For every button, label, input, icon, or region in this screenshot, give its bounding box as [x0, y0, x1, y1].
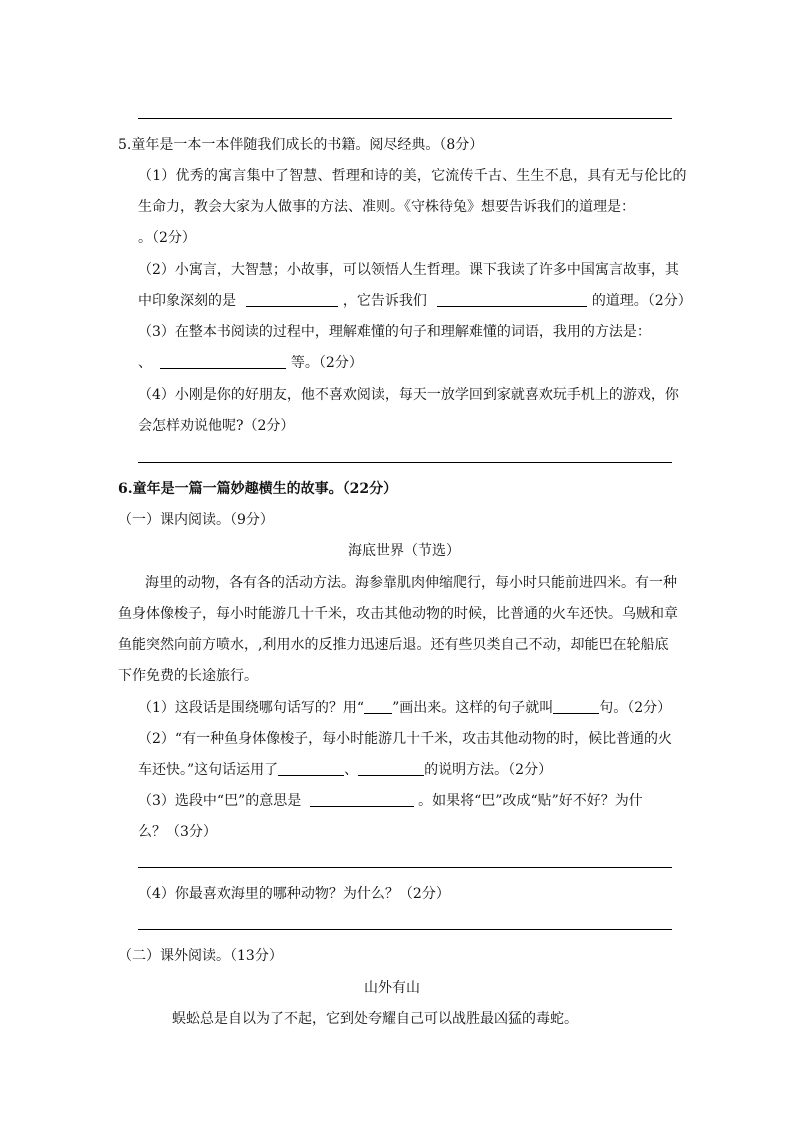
- q6-s3-text-b: 。如果将“巴”改成“贴”好不好？为什: [418, 793, 643, 809]
- q5-p2-line1: （2）小寓言，大智慧；小故事，可以领悟人生哲理。课下我读了许多中国寓言故事，其: [138, 262, 679, 278]
- q6-s4: （4）你最喜欢海里的哪种动物？为什么？（2分）: [138, 886, 450, 902]
- passage-line3: 鱼能突然向前方喷水，,利用水的反推力迅速后退。还有些贝类自己不动，却能巴在轮船底: [118, 637, 669, 653]
- q6-heading: 6.童年是一篇一篇妙趣横生的故事。（22分）: [118, 481, 398, 497]
- q6-s2-text-a: 车还快。”这句话运用了: [138, 762, 279, 778]
- q5-p1-line2: 生命力，教会大家为人做事的方法、准则。《守株待兔》想要告诉我们的道理是：: [138, 199, 635, 215]
- q6-method-blank-1[interactable]: [278, 761, 344, 776]
- q6-s1-text-b: ”画出来。这样的句子就叫: [392, 700, 554, 716]
- q5-method-blank[interactable]: [160, 354, 286, 369]
- answer-line-top[interactable]: [138, 118, 672, 119]
- passage-line1: 海里的动物，各有各的活动方法。海参靠肌肉伸缩爬行，每小时只能前进四米。有一种: [145, 575, 677, 591]
- q5-p4-line1: （4）小刚是你的好朋友，他不喜欢阅读，每天一放学回到家就喜欢玩手机上的游戏，你: [138, 387, 679, 403]
- q6-s1: [138, 698, 671, 718]
- q6-part2-heading: （二）课外阅读。（13分）: [118, 948, 283, 964]
- q6-method-blank-2[interactable]: [358, 761, 424, 776]
- q5-p4-line2: 会怎样劝说他呢?（2分）: [138, 418, 295, 434]
- q6-part1-heading: （一）课内阅读。（9分）: [118, 512, 274, 528]
- passage-line2: 鱼身体像梭子，每小时能游几十千米，攻击其他动物的时候，比普通的火车还快。乌贼和章: [118, 606, 678, 622]
- q5-p1-line3: 。（2分）: [138, 230, 196, 246]
- q5-p3-text-b: 等。（2分）: [290, 355, 363, 371]
- story-title: 山外有山: [364, 980, 420, 996]
- story-line1: 蜈蚣总是自以为了不起，它到处夸耀自己可以战胜最凶猛的毒蛇。: [172, 1011, 578, 1027]
- q5-lesson-blank[interactable]: [437, 292, 587, 307]
- q5-fable-name-blank[interactable]: [246, 292, 338, 307]
- answer-line-q6-3[interactable]: [138, 867, 672, 868]
- passage-title: 海底世界（节选）: [348, 543, 460, 559]
- q6-meaning-blank[interactable]: [310, 792, 414, 807]
- q6-s2-line2: [138, 760, 552, 780]
- q5-p2-text-b: ，它告诉我们: [342, 293, 427, 309]
- q6-s3-line2: 么？（3分）: [138, 824, 217, 840]
- q6-s2-line1: （2）“有一种鱼身体像梭子，每小时能游几十千米，攻击其他动物的时，候比普通的火: [138, 731, 673, 747]
- answer-line-q6-4[interactable]: [138, 929, 672, 930]
- q5-p3-text-a: 、: [138, 355, 152, 371]
- q6-sentence-type-blank[interactable]: [553, 699, 599, 714]
- q5-p2-text-c: 的道理。（2分）: [591, 293, 692, 309]
- answer-line-q5-4[interactable]: [138, 462, 672, 463]
- q5-p2-text-a: 中印象深刻的是: [138, 293, 236, 309]
- q5-p2-line2: [138, 291, 692, 311]
- q5-heading: 5.童年是一本一本伴随我们成长的书籍。阅尽经典。（8分）: [118, 137, 484, 153]
- q6-underline-marker-blank[interactable]: [364, 699, 392, 714]
- q6-s2-text-b: 、: [344, 762, 359, 778]
- q6-s3-line1: [138, 791, 643, 811]
- q5-p3-line1: （3）在整本书阅读的过程中，理解难懂的句子和理解难懂的词语，我用的方法是：: [138, 324, 651, 340]
- passage-line4: 下作免费的长途旅行。: [118, 668, 258, 684]
- q6-s2-text-c: 的说明方法。（2分）: [424, 762, 553, 778]
- q5-p3-line2: [138, 353, 363, 373]
- q6-s1-text-c: 句。（2分）: [599, 700, 672, 716]
- q6-s3-text-a: （3）选段中“巴”的意思是: [138, 793, 302, 809]
- q5-p1-line1: （1）优秀的寓言集中了智慧、哲理和诗的美，它流传千古、生生不息，具有无与伦比的: [138, 168, 687, 184]
- q6-s1-text-a: （1）这段话是围绕哪句话写的？用“: [138, 700, 365, 716]
